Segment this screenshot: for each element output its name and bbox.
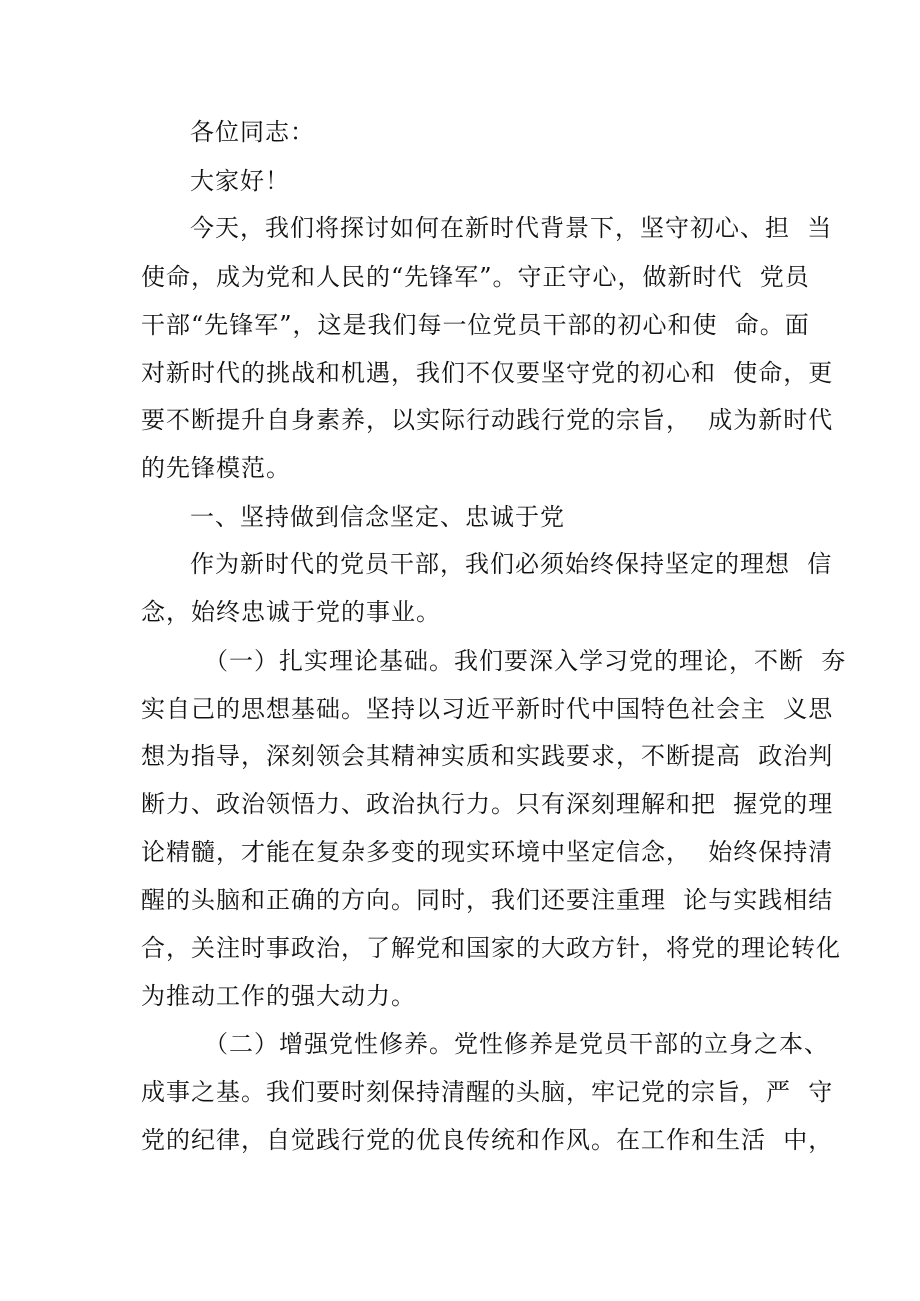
- greeting-line: 各位同志：: [190, 118, 315, 146]
- intro-line-3: 干部“先锋军”，这是我们每一位党员干部的初心和使 命。面: [141, 311, 810, 339]
- subsection1-line-8: 为推动工作的强大动力。: [141, 982, 416, 1010]
- subsection1-line-4: 断力、政治领悟力、政治执行力。只有深刻理解和把 握党的理: [141, 790, 834, 818]
- subsection2-line-1: （二）增强党性修养。党性修养是党员干部的立身之本、: [204, 1030, 829, 1058]
- subsection2-line-3: 党的纪律，自觉践行党的优良传统和作风。在工作和生活 中，: [141, 1126, 834, 1154]
- section-intro-line-1: 作为新时代的党员干部，我们必须始终保持坚定的理想 信: [190, 550, 833, 578]
- intro-line-5: 要不断提升自身素养，以实际行动践行党的宗旨， 成为新时代: [141, 406, 834, 434]
- intro-line-4: 对新时代的挑战和机遇，我们不仅要坚守党的初心和 使命，更: [141, 359, 834, 387]
- subsection1-line-3: 想为指导，深刻领会其精神实质和实践要求，不断提高 政治判: [141, 742, 834, 770]
- subsection1-line-6: 醒的头脑和正确的方向。同时，我们还要注重理 论与实践相结: [141, 886, 834, 914]
- intro-line-2: 使命，成为党和人民的“先锋军”。守正守心，做新时代 党员: [141, 263, 810, 291]
- subsection1-line-2: 实自己的思想基础。坚持以习近平新时代中国特色社会主 义思: [141, 695, 834, 723]
- subsection2-line-2: 成事之基。我们要时刻保持清醒的头脑，牢记党的宗旨，严 守: [141, 1078, 834, 1106]
- subsection1-line-1: （一）扎实理论基础。我们要深入学习党的理论，不断 夯: [204, 647, 847, 675]
- subsection1-line-7: 合，关注时事政治，了解党和国家的大政方针，将党的理论转化: [141, 934, 841, 962]
- intro-line-6: 的先锋模范。: [141, 454, 291, 482]
- section-intro-line-2: 念，始终忠诚于党的事业。: [141, 598, 441, 626]
- intro-line-1: 今天，我们将探讨如何在新时代背景下，坚守初心、担 当: [190, 214, 833, 242]
- salutation-line: 大家好！: [190, 167, 290, 195]
- section-heading: 一、坚持做到信念坚定、忠诚于党: [190, 503, 565, 531]
- subsection1-line-5: 论精髓，才能在复杂多变的现实环境中坚定信念， 始终保持清: [141, 838, 834, 866]
